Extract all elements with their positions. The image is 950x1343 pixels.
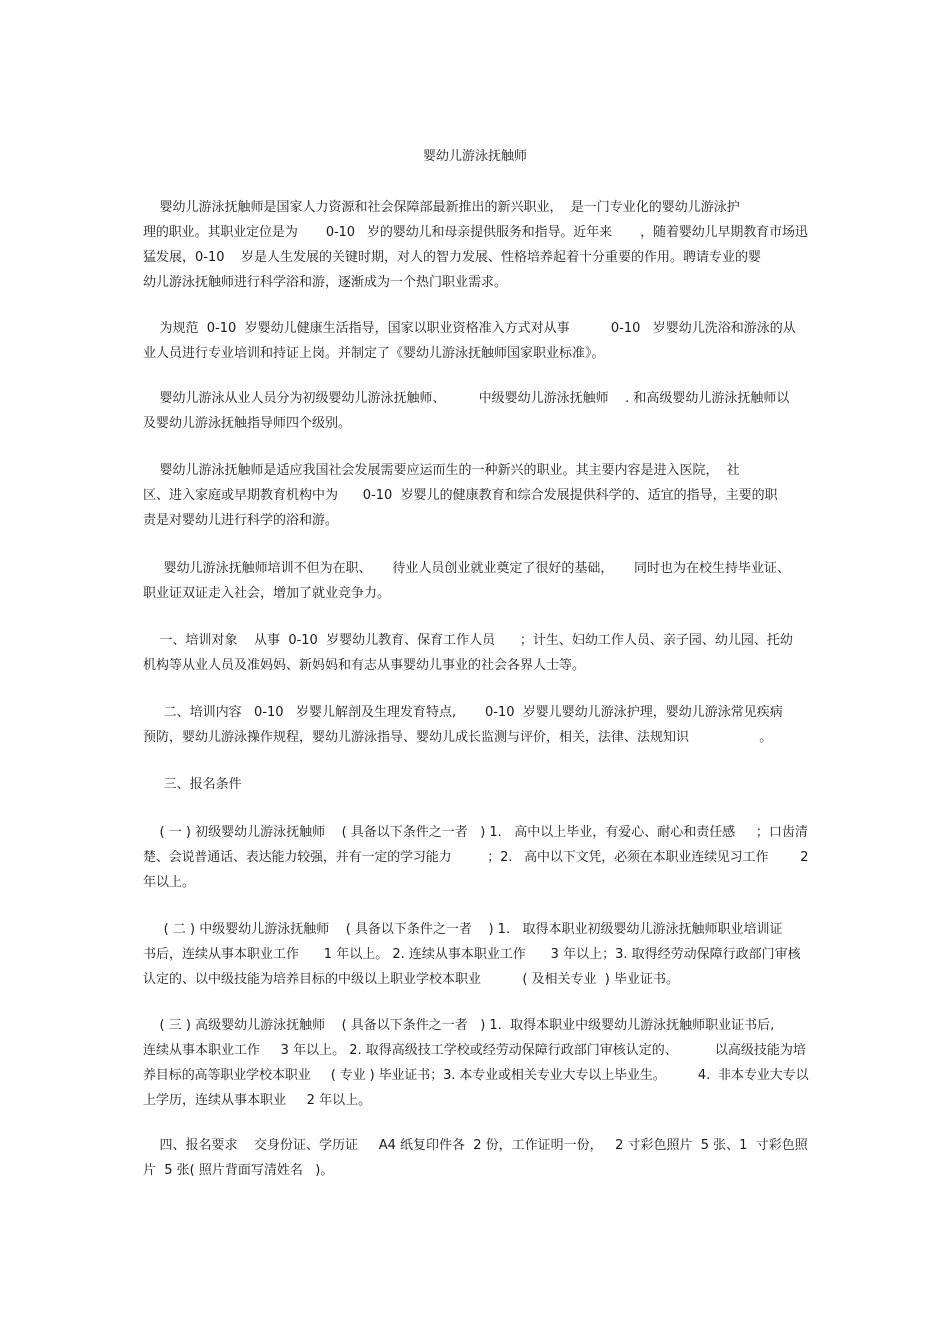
paragraph-line: 机构等从业人员及准妈妈、新妈妈和有志从事婴幼儿事业的社会各界人士等。 [143,658,586,673]
paragraph-line: 区、进入家庭或早期教育机构中为 0-10 岁婴儿的健康教育和综合发展提供科学的、适宜的指导，主要的职 [143,488,778,503]
paragraph-line: 责是对婴幼儿进行科学的浴和游。 [143,513,339,528]
paragraph-line: 书后，连续从事本职业工作 1 年以上。 2. 连续从事本职业工作 3 年以上；3. 取得经劳动保障行政部门审核 [143,947,801,962]
paragraph-line: ( 一 ) 初级婴幼儿游泳抚触师 ( 具备以下条件之一者 ) 1. 高中以上毕业，有爱心、耐心和责任感 ；口齿清 [143,825,808,840]
paragraph-condition-junior [143,820,808,895]
paragraph-line: 年以上。 [143,875,196,890]
paragraph-condition-senior [143,1013,808,1113]
paragraph-section-1-target [143,628,808,678]
paragraph-line: ( 三 ) 高级婴幼儿游泳抚触师 ( 具备以下条件之一者 ) 1. 取得本职业中级婴幼儿游泳抚触师职业证书后, [143,1018,775,1033]
paragraph-line: 认定的、以中级技能为培养目标的中级以上职业学校本职业 ( 及相关专业 ) 毕业证书。 [143,972,679,987]
paragraph-section-4-requirements [143,1133,808,1183]
paragraph-line: 上学历，连续从事本职业 2 年以上。 [143,1093,372,1108]
paragraph-line: 婴幼儿游泳抚触师培训不但为在职、 待业人员创业就业奠定了很好的基础， 同时也为在校生持毕业证、 [143,561,790,576]
paragraph-levels [143,386,808,436]
paragraph-line: 幼儿游泳抚触师进行科学浴和游，逐渐成为一个热门职业需求。 [143,275,508,290]
paragraph-line: 职业证双证走入社会，增加了就业竞争力。 [143,586,391,601]
paragraph-line: 预防，婴幼儿游泳操作规程，婴幼儿游泳指导、婴幼儿成长监测与评价，相关，法律、法规知识 。 [143,730,773,745]
paragraph-section-3-heading [143,772,808,797]
paragraph-line: 四、报名要求 交身份证、学历证 A4 纸复印件各 2 份，工作证明一份， 2 寸彩色照片 5 张、1 寸彩色照 [143,1138,808,1153]
paragraph-section-2-content [143,700,808,750]
paragraph-condition-intermediate [143,917,808,992]
paragraph-line: ( 二 ) 中级婴幼儿游泳抚触师 ( 具备以下条件之一者 ) 1. 取得本职业初级婴幼儿游泳抚触师职业培训证 [143,922,783,937]
document-title: 婴幼儿游泳抚触师 [422,149,527,164]
paragraph-line: 婴幼儿游泳抚触师是国家人力资源和社会保障部最新推出的新兴职业， 是一门专业化的婴幼儿游泳护 [143,200,740,215]
paragraph-line: 为规范 0-10 岁婴幼儿健康生活指导，国家以职业资格准入方式对从事 0-10 岁婴幼儿洗浴和游泳的从 [143,321,796,336]
paragraph-line: 婴幼儿游泳抚触师是适应我国社会发展需要应运而生的一种新兴的职业。其主要内容是进入医院， 社 [143,463,740,478]
paragraph-line: 及婴幼儿游泳抚触指导师四个级别。 [143,416,352,431]
paragraph-content [143,458,808,533]
paragraph-line: 楚、会说普通话、表达能力较强，并有一定的学习能力 ；2. 高中以下文凭，必须在本职业连续见习工作 2 [143,850,809,865]
paragraph-training-value [143,556,808,606]
paragraph-line: 一、培训对象 从事 0-10 岁婴幼儿教育、保育工作人员 ；计生、妇幼工作人员、亲子园、幼儿园、托幼 [143,633,793,648]
paragraph-standard [143,316,808,366]
paragraph-line: 业人员进行专业培训和持证上岗。并制定了《婴幼儿游泳抚触师国家职业标准》。 [143,346,605,361]
paragraph-line: 养目标的高等职业学校本职业 ( 专业 ) 毕业证书；3. 本专业或相关专业大专以上毕业生。 4. 非本专业大专以 [143,1068,809,1083]
paragraph-line: 连续从事本职业工作 3 年以上。 2. 取得高级技工学校或经劳动保障行政部门审核认定的、 以高级技能为培 [143,1043,806,1058]
paragraph-line: 婴幼儿游泳从业人员分为初级婴幼儿游泳抚触师、 中级婴幼儿游泳抚触师 . 和高级婴幼儿游泳抚触师以 [143,391,790,406]
paragraph-line: 理的职业。其职业定位是为 0-10 岁的婴幼儿和母亲提供服务和指导。近年来 ，随着婴幼儿早期教育市场迅 [143,225,808,240]
paragraph-line: 猛发展，0-10 岁是人生发展的关键时期，对人的智力发展、性格培养起着十分重要的作用。聘请专业的婴 [143,250,762,265]
paragraph-line: 片 5 张( 照片背面写清姓名 )。 [143,1163,334,1178]
paragraph-line: 二、培训内容 0-10 岁婴儿解剖及生理发育特点, 0-10 岁婴儿婴幼儿游泳护理，婴幼儿游泳常见疾病 [143,705,783,720]
paragraph-line: 三、报名条件 [143,777,242,792]
paragraph-intro [143,195,808,295]
